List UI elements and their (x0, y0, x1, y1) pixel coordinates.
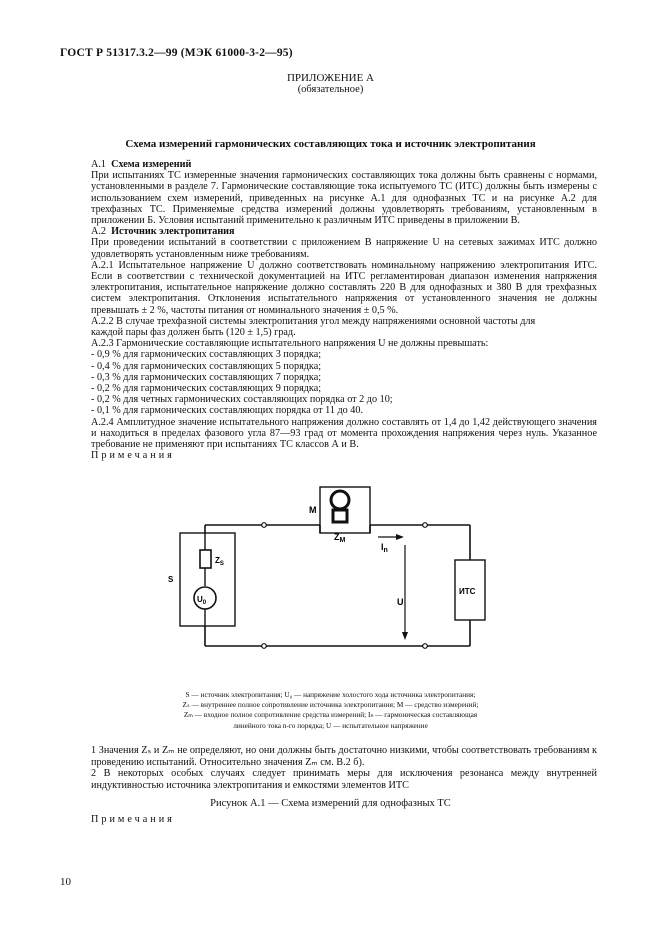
appendix-title: ПРИЛОЖЕНИЕ А (286, 72, 374, 84)
body-text (91, 159, 597, 461)
a2-heading: А.2 Источник электропитания (91, 226, 235, 238)
legend-line: линейного тока n-го порядка; U — испытательное напряжение (233, 720, 428, 730)
a2-paragraph: При проведении испытаний в соответствии с приложением В напряжение U на сетевых зажимах ИТС должно удовлетворять установленным ниже требованиям. (91, 237, 597, 260)
section-title: Схема измерений гармонических составляющих тока и источник электропитания (125, 138, 536, 150)
a22-line1: А.2.2 В случае трехфазной системы электропитания угол между напряжениями основной частоты для (91, 315, 536, 327)
s-label: S (168, 575, 174, 584)
u-label: U (397, 597, 404, 607)
a1-heading: А.1 Схема измерений (91, 159, 192, 170)
list-item: - 0,1 % для гармонических составляющих порядка от 11 до 40. (91, 405, 364, 417)
notes-label: Примечания (91, 450, 175, 462)
current-arrow-head (396, 534, 404, 540)
list-item: - 0,9 % для гармонических составляющих 3 порядка; (91, 349, 322, 361)
appendix-subtitle: (обязательное) (297, 84, 364, 95)
u0-label: $U_0$ (197, 595, 207, 606)
list-item: - 0,2 % для гармонических составляющих 9 порядка; (91, 383, 322, 395)
list-item: - 0,3 % для гармонических составляющих 7 порядка; (91, 371, 322, 383)
a24-paragraph: А.2.4 Амплитудное значение испытательного напряжения должно составлять от 1,4 до 1,42 действующего значения и находиться в пределах фазового угла 87—93 град от момента прохождения напряжения через нуль. Указанное требование не применяют при испытаниях ТС классов А и В. (91, 416, 597, 451)
page-number: 10 (60, 876, 71, 888)
its-label: ИТС (459, 587, 476, 596)
source-box (180, 533, 235, 626)
zm-label: $Z_M$ (334, 532, 346, 544)
zm-resistor (333, 510, 347, 522)
a1-paragraph: При испытаниях ТС измеренные значения гармонических составляющих тока должны быть сравнены с нормами, установленными в разделе 7. Гармонические составляющие тока испытуемого ТС (ИТС) должны быть измерены с использованием схем измерений, приведенных на рисунке А.1 для однофазных ТС и на рисунке А.2 для трехфазных ТС. Применяемые средства измерений должны удовлетворять требованиям, установленным в приложении Б. Условия испытаний применительно к различным ИТС приведены в приложении В. (91, 170, 597, 227)
document-header: ГОСТ Р 51317.3.2—99 (МЭК 61000-3-2—95) (60, 47, 293, 59)
note-2: 2 В некоторых особых случаях следует принимать меры для исключения резонанса между внутренней индуктивностью источника электропитания и емкостями элементов ИТС (91, 768, 597, 791)
in-label: $I_n$ (381, 542, 388, 554)
circuit-diagram (0, 470, 661, 670)
note-1: 1 Значения Zₛ и Zₘ не определяют, но они должны быть достаточно низкими, чтобы соответствовать требованиям к проведению испытаний. Относительно значения Zₘ см. В.2 б). (91, 745, 597, 768)
legend-line: Zₘ — входное полное сопротивление средства измерений; Iₙ — гармоническая составляющая (183, 710, 478, 720)
list-item: - 0,2 % для четных гармонических составляющих порядка от 2 до 10; (91, 394, 393, 406)
figure-caption: Рисунок А.1 — Схема измерений для однофазных ТС (210, 798, 451, 809)
zs-label: $Z_S$ (215, 556, 224, 567)
notes-label-2: Примечания (91, 814, 175, 825)
a21-paragraph: А.2.1 Испытательное напряжение U должно соответствовать номинальному напряжению электропитания ИТС. Если в соответствии с технической документацией на ИТС регламентирован диапазон изменения напряжения электропитания, испытательное напряжение должно составлять 220 В для однофазных и 380 В для трехфазных систем электропитания. Отклонения испытательного напряжения от установленного значения не должны превышать ± 2 %, частоты питания от номинального значения ± 0,5 %. (91, 259, 597, 316)
voltage-arrow-head (402, 632, 408, 640)
meter-icon (331, 491, 349, 509)
meter-label: M (309, 505, 317, 515)
figure-notes (91, 745, 597, 791)
legend-line: Zₛ — внутреннее полное сопротивление источника электропитания; М — средство измерений; (182, 700, 479, 710)
a23-paragraph: А.2.3 Гармонические составляющие испытательного напряжения U не должны превышать: (91, 338, 489, 350)
legend-line: S — источник электропитания; U₀ — напряжение холостого хода источника электропитания; (185, 690, 476, 699)
list-item: - 0,4 % для гармонических составляющих 5 порядка; (91, 360, 322, 372)
zs-resistor (200, 550, 211, 568)
a22-line2: каждой пары фаз должен быть (120 ± 1,5) град. (91, 327, 296, 339)
figure-legend (0, 690, 661, 731)
